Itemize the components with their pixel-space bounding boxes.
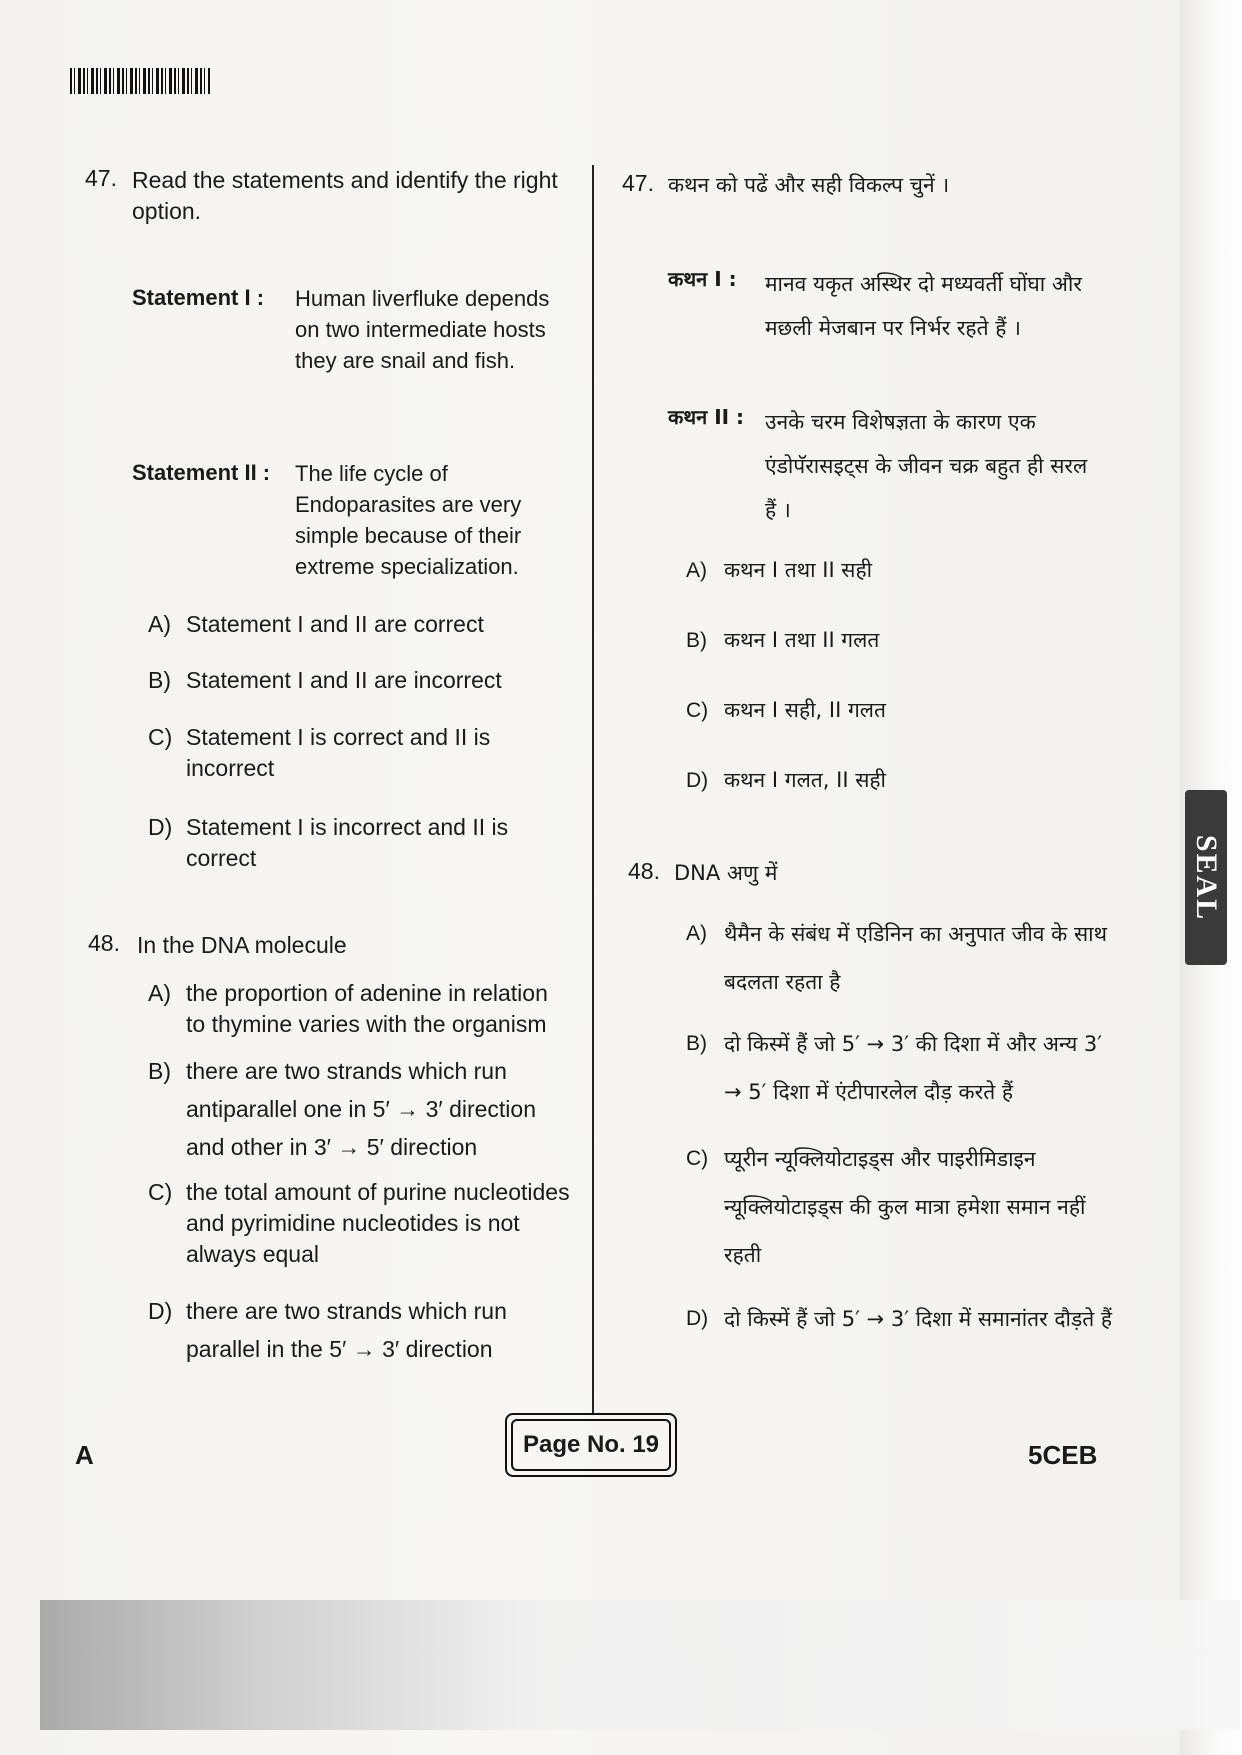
option-label: B) <box>148 667 171 693</box>
option-text: प्यूरीन न्यूक्लियोटाइड्स और पाइरीमिडाइन न्यूक्लियोटाइड्स की कुल मात्रा हमेशा समान नहीं रहती <box>724 1147 1086 1267</box>
question-number: 47. <box>622 170 654 196</box>
statement-label: Statement II : <box>132 460 271 485</box>
option-text: the total amount of purine nucleotides and pyrimidine nucleotides is not always equal <box>186 1179 570 1267</box>
option-label: C) <box>686 699 709 722</box>
booklet-set: A <box>75 1440 94 1470</box>
question-number: 48. <box>88 930 120 956</box>
option-a[interactable] <box>686 555 1086 586</box>
question-text: Read the statements and identify the right option. <box>132 167 558 224</box>
option-label: B) <box>686 629 707 652</box>
option-c[interactable] <box>148 722 548 784</box>
option-a[interactable] <box>148 609 568 640</box>
option-text: कथन I गलत, II सही <box>724 768 886 792</box>
option-label: D) <box>148 1298 173 1324</box>
option-label: D) <box>148 814 173 840</box>
option-label: A) <box>686 559 707 582</box>
option-text: the proportion of adenine in relation to thymine varies with the organism <box>186 980 548 1037</box>
barcode <box>70 68 210 94</box>
statement-label: कथन II : <box>668 405 745 429</box>
option-c[interactable] <box>686 1135 1116 1279</box>
page-number-box <box>505 1413 677 1477</box>
option-label: A) <box>148 611 171 637</box>
question-text: कथन को पढें और सही विकल्प चुनें । <box>668 173 950 197</box>
scan-shadow <box>40 1600 1240 1730</box>
option-label: D) <box>686 1307 709 1330</box>
option-text: Statement I and II are correct <box>186 611 484 637</box>
option-label: A) <box>148 980 171 1006</box>
option-d[interactable] <box>148 812 548 874</box>
statement-text: मानव यकृत अस्थिर दो मध्यवर्ती घोंघा और मछली मेजबान पर निर्भर रहते हैं । <box>765 272 1082 340</box>
option-b[interactable] <box>148 665 568 696</box>
option-text: Statement I is incorrect and II is correct <box>186 814 509 871</box>
booklet-code: 5CEB <box>1028 1440 1098 1470</box>
option-label: B) <box>148 1058 171 1084</box>
statement-label: कथन I : <box>668 267 737 291</box>
statement-label: Statement I : <box>132 285 265 310</box>
option-c[interactable] <box>686 695 1086 726</box>
option-label: A) <box>686 922 707 945</box>
option-label: C) <box>686 1147 709 1170</box>
option-text: Statement I is correct and II is incorrect <box>186 724 491 781</box>
seal-stamp: SEAL <box>1185 790 1227 965</box>
option-text: दो किस्में हैं जो 5′ → 3′ दिशा में समानांतर दौड़ते हैं <box>724 1307 1112 1331</box>
page-number: Page No. 19 <box>511 1419 671 1471</box>
option-text: there are two strands which run parallel in the 5′ → 3′ direction <box>186 1298 507 1362</box>
question-number: 47. <box>85 165 117 191</box>
option-a[interactable] <box>686 910 1116 1006</box>
option-d[interactable] <box>148 1292 573 1368</box>
option-text: थैमैन के संबंध में एडिनिन का अनुपात जीव के साथ बदलता रहता है <box>724 922 1108 994</box>
option-text: Statement I and II are incorrect <box>186 667 502 693</box>
option-label: D) <box>686 769 709 792</box>
option-b[interactable] <box>148 1052 573 1166</box>
option-text: कथन I तथा II सही <box>724 558 873 582</box>
statement-text: The life cycle of Endoparasites are very simple because of their extreme specialization. <box>295 461 522 579</box>
option-label: C) <box>148 724 173 750</box>
option-label: B) <box>686 1032 707 1055</box>
option-b[interactable] <box>686 625 1086 656</box>
option-c[interactable] <box>148 1177 573 1270</box>
question-number: 48. <box>628 858 660 884</box>
option-d[interactable] <box>686 765 1086 796</box>
option-b[interactable] <box>686 1020 1116 1116</box>
option-label: C) <box>148 1179 173 1205</box>
question-text: DNA अणु में <box>674 861 778 885</box>
question-text: In the DNA molecule <box>137 932 347 958</box>
option-text: कथन I तथा II गलत <box>724 628 880 652</box>
option-d[interactable] <box>686 1295 1116 1343</box>
option-text: there are two strands which run antiparallel one in 5′ → 3′ direction and other in 3′ → 5′ direction <box>186 1058 536 1160</box>
statement-text: उनके चरम विशेषज्ञता के कारण एक एंडोपॅरासइट्स के जीवन चक्र बहुत ही सरल हैं । <box>765 410 1088 522</box>
option-a[interactable] <box>148 978 573 1040</box>
option-text: कथन I सही, II गलत <box>724 698 886 722</box>
column-divider <box>592 165 594 1415</box>
statement-text: Human liverfluke depends on two intermediate hosts they are snail and fish. <box>295 286 550 373</box>
option-text: दो किस्में हैं जो 5′ → 3′ की दिशा में और अन्य 3′ → 5′ दिशा में एंटीपारलेल दौड़ करते हैं <box>724 1032 1103 1104</box>
